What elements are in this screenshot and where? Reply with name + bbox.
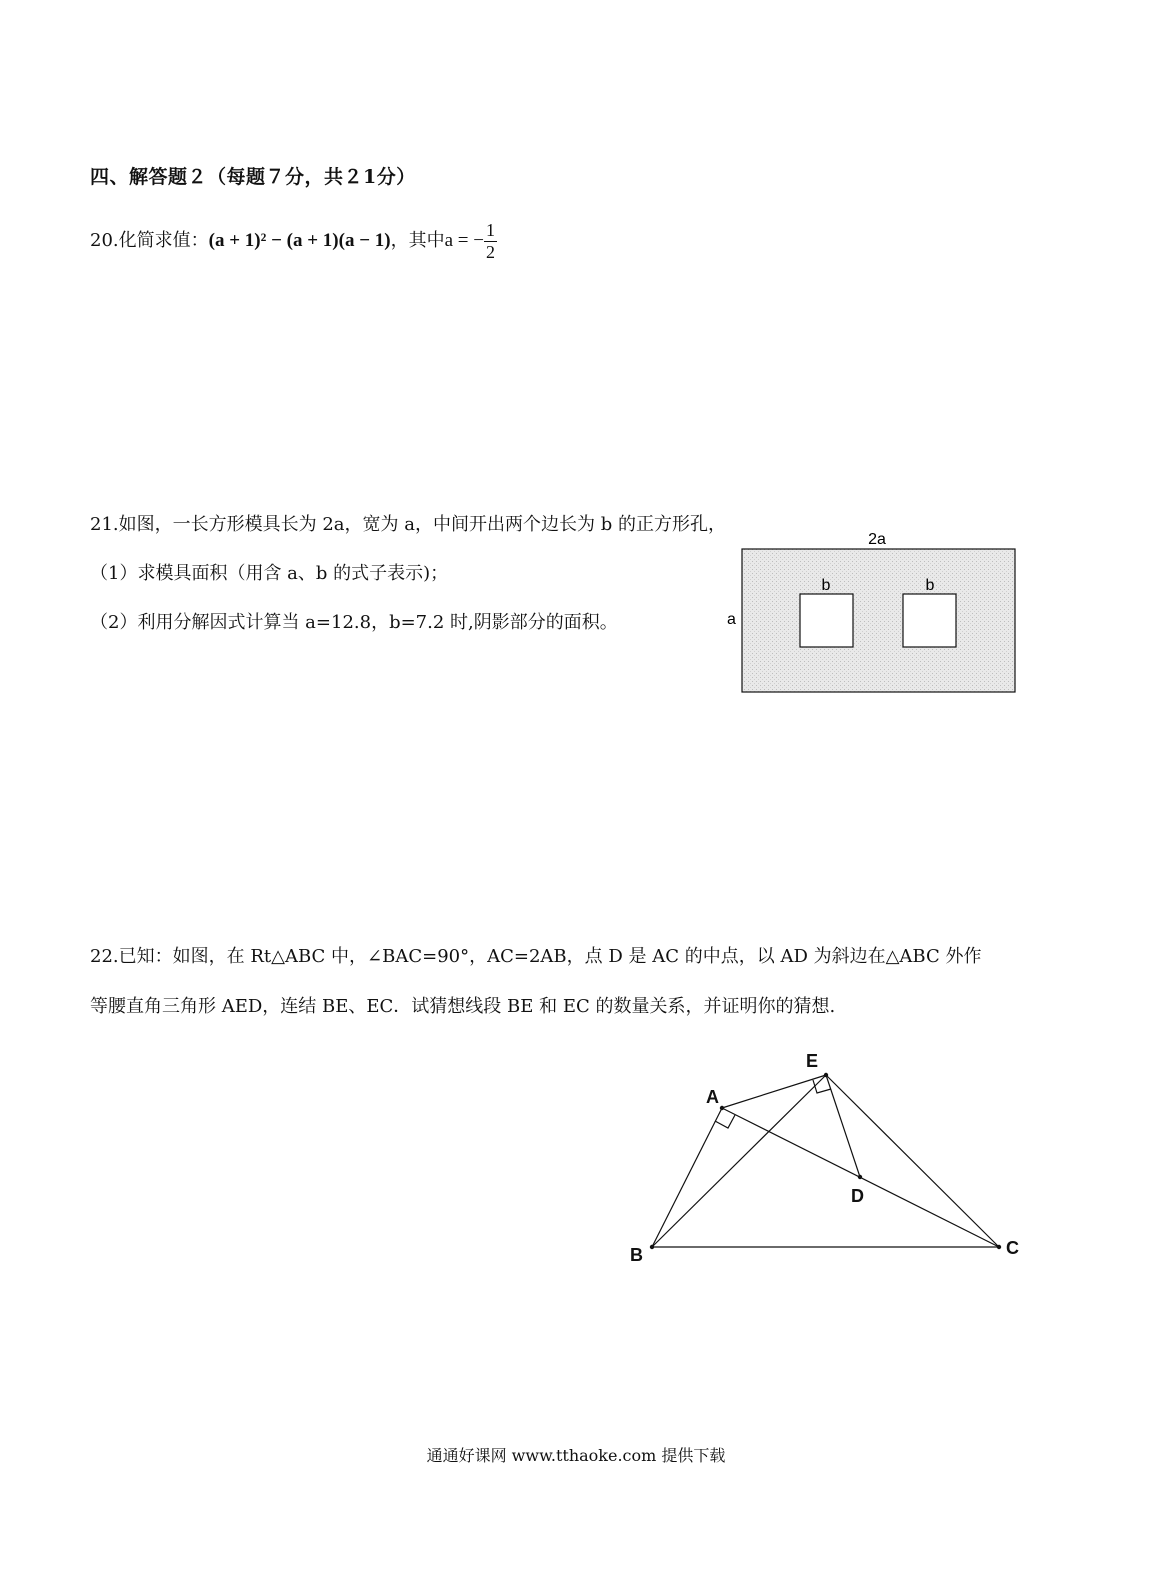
- question-22-line1: 22.已知：如图，在 Rt△ABC 中，∠BAC=90°，AC=2AB，点 D 是 AC 的中点，以 AD 为斜边在△ABC 外作: [90, 946, 982, 967]
- mold-label-length: 2a: [868, 531, 886, 548]
- label-B: B: [630, 1245, 643, 1265]
- label-E: E: [806, 1051, 819, 1071]
- square-hole-2: [903, 594, 956, 647]
- q20-expression: (a + 1)² − (a + 1)(a − 1): [208, 230, 391, 252]
- segment-AE: [722, 1075, 826, 1108]
- question-20: [90, 220, 497, 262]
- segment-ED: [826, 1075, 860, 1177]
- mold-figure: [720, 525, 1030, 705]
- question-21-part2: （2）利用分解因式计算当 a=12.8，b=7.2 时,阴影部分的面积。: [90, 612, 618, 633]
- point-D: [858, 1175, 862, 1179]
- triangle-figure: [620, 1040, 1040, 1270]
- hole1-label: b: [821, 577, 831, 594]
- question-22-line2: 等腰直角三角形 AED，连结 BE、EC．试猜想线段 BE 和 EC 的数量关系，并证明你的猜想.: [90, 996, 836, 1017]
- point-C: [997, 1245, 1001, 1249]
- section-title: 四、解答题２（每题７分，共２1分）: [90, 166, 416, 188]
- square-hole-1: [800, 594, 853, 647]
- q20-frac-denominator: 2: [485, 241, 495, 262]
- label-A: A: [706, 1087, 719, 1107]
- segment-AB: [652, 1108, 722, 1247]
- question-21-part1: （1）求模具面积（用含 a、b 的式子表示)；: [90, 563, 449, 584]
- q20-frac-numerator: 1: [485, 220, 495, 240]
- point-B: [650, 1245, 654, 1249]
- point-E: [824, 1073, 828, 1077]
- q20-fraction: [484, 220, 497, 262]
- question-21-stem: 21.如图，一长方形模具长为 2a，宽为 a，中间开出两个边长为 b 的正方形孔，: [90, 514, 726, 535]
- hole2-label: b: [925, 577, 935, 594]
- page-footer: 通通好课网 www.tthaoke.com 提供下载: [426, 1446, 726, 1465]
- point-A: [720, 1106, 724, 1110]
- q20-prefix: 20.化简求值：: [90, 230, 209, 252]
- mold-rectangle: [742, 549, 1015, 692]
- q20-middle: ，其中: [390, 230, 445, 252]
- segment-BE: [652, 1075, 826, 1247]
- mold-label-width: a: [727, 611, 736, 628]
- label-D: D: [851, 1186, 864, 1206]
- segment-EC: [826, 1075, 999, 1247]
- label-C: C: [1006, 1238, 1019, 1258]
- q20-var-eq: a = −: [444, 230, 484, 252]
